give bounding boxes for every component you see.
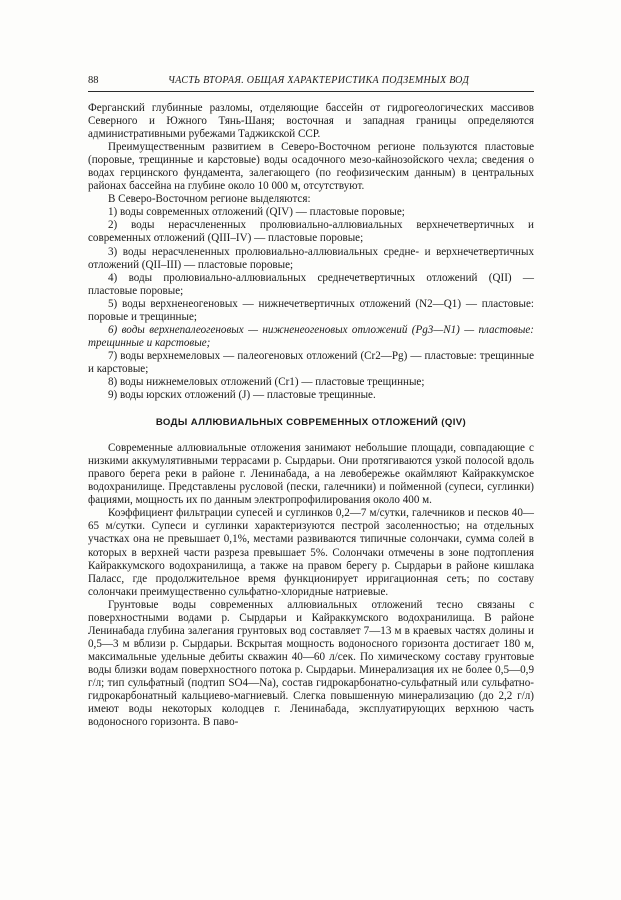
- running-title: ЧАСТЬ ВТОРАЯ. ОБЩАЯ ХАРАКТЕРИСТИКА ПОДЗЕМНЫХ ВОД: [168, 75, 470, 86]
- list-item: 4) воды пролювиально-аллювиальных среднечетвертичных отложений (QII) — пластовые поровые;: [88, 271, 534, 297]
- list-item: 6) воды верхнепалеогеновых — нижненеогеновых отложений (Pg3—N1) — пластовые: трещинные и карстовые;: [88, 323, 534, 349]
- paragraph: Ферганский глубинные разломы, отделяющие бассейн от гидрогеологических массивов Северного и Южного Тянь-Шаня; восточная и западная границы определяются административными рубежами Таджикской ССР.: [88, 102, 534, 141]
- paragraph: В Северо-Восточном регионе выделяются:: [108, 193, 311, 206]
- list-item: 5) воды верхненеогеновых — нижнечетвертичных отложений (N2—Q1) — пластовые: поровые и трещинные;: [88, 297, 534, 323]
- list-item: 3) воды нерасчлененных пролювиально-аллювиальных средне- и верхнечетвертичных отложений (QII–III) — пластовые поровые;: [88, 245, 534, 271]
- list-item: 2) воды нерасчлененных пролювиально-аллювиальных верхнечетвертичных и современных отложений (QIII–IV) — пластовые поровые;: [88, 219, 534, 245]
- list-item: 9) воды юрских отложений (J) — пластовые трещинные.: [108, 389, 376, 402]
- paragraph: Коэффициент фильтрации супесей и суглинков 0,2—7 м/сутки, галечников и песков 40—65 м/сутки. Супеси и суглинки характеризуются пестрой засоленностью; на отдельных участках она не превышает 0,1%, местами развиваются типичные солончаки, сумма солей в которых в верхней части разреза превышает 5%. Солончаки отмечены в зоне подтопления Кайраккумского водохранилища, а также на правом берегу р. Сырдарьи в районе кишлака Паласс, где продолжительное время функционирует ирригационная сеть; по составу солончаки преимущественно сульфатно-хлоридные натриевые.: [88, 507, 534, 598]
- paragraph: Современные аллювиальные отложения занимают небольшие площади, совпадающие с низкими аккумулятивными террасами р. Сырдарьи. Они протягиваются узкой полосой вдоль правого берега реки в районе г. Ленинабада, а на левобережье окаймляют Кайраккумское водохранилище. Представлены русловой (пески, галечники) и пойменной (супеси, суглинки) фациями, мощность их по данным электропрофилирования около 400 м.: [88, 442, 534, 507]
- paragraph: Преимущественным развитием в Северо-Восточном регионе пользуются пластовые (поровые, трещинные и карстовые) воды осадочного мезо-кайнозойского чехла; сведения о водах герцинского фундамента, залегающего (по геофизическим данным) в центральных районах бассейна на глубине около 10 000 м, отсутствуют.: [88, 141, 534, 193]
- paragraph: Грунтовые воды современных аллювиальных отложений тесно связаны с поверхностными водами р. Сырдарьи и Кайраккумского водохранилища. В районе Ленинабада глубина залегания грунтовых вод составляет 7—13 м в краевых частях долины и 0,5—3 м вблизи р. Сырдарьи. Вскрытая мощность водоносного горизонта достигает 180 м, максимальные удельные дебиты скважин 40—60 л/сек. По химическому составу грунтовые воды близки водам поверхностного потока р. Сырдарьи. Минерализация их не более 0,5—0,9 г/л; тип сульфатный (подтип SO4—Na), состав гидрокарбонатно-сульфатный или сульфатно-гидрокарбонатный кальциево-магниевый. Слегка повышенную минерализацию (до 2,2 г/л) имеют воды некоторых колодцев г. Ленинабада, эксплуатирующих верхнюю часть водоносного горизонта. В паво-: [88, 598, 534, 729]
- list-item: 8) воды нижнемеловых отложений (Cr1) — пластовые трещинные;: [108, 375, 425, 388]
- page-body: [88, 102, 534, 729]
- list-item: 1) воды современных отложений (QIV) — пластовые поровые;: [108, 206, 405, 219]
- header-rule: [88, 91, 534, 92]
- section-heading: ВОДЫ АЛЛЮВИАЛЬНЫХ СОВРЕМЕННЫХ ОТЛОЖЕНИЙ (QIV): [155, 417, 467, 429]
- list-item: 7) воды верхнемеловых — палеогеновых отложений (Cr2—Pg) — пластовые: трещинные и карстовые;: [88, 349, 534, 375]
- running-header: [88, 74, 534, 90]
- page-number: 88: [88, 75, 99, 86]
